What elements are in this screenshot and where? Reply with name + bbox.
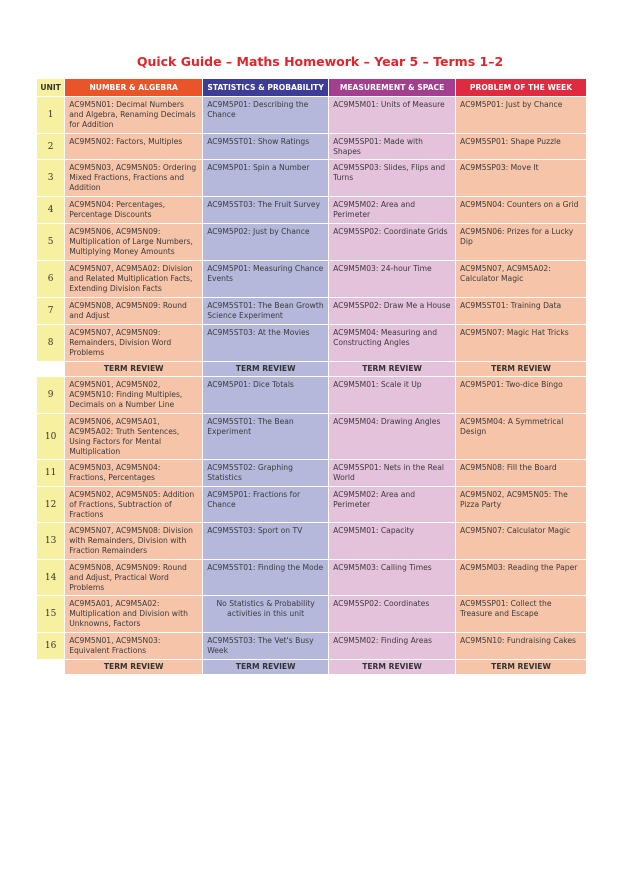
unit-column-header: UNIT <box>37 79 64 96</box>
term-review-cell: TERM REVIEW <box>65 362 202 376</box>
unit-number: 14 <box>37 560 64 595</box>
unit-number: 8 <box>37 325 64 361</box>
measurement-space-cell: AC9M5M02: Area and Perimeter <box>329 487 455 522</box>
unit-row <box>37 633 586 659</box>
page-title: Quick Guide – Maths Homework – Year 5 – Terms 1–2 <box>136 54 504 69</box>
problem-of-the-week-cell: AC9M5N10: Fundraising Cakes <box>456 633 586 659</box>
number-algebra-cell: AC9M5N07, AC9M5N08: Division with Remainders, Division with Fraction Remainders <box>65 523 202 559</box>
number-algebra-cell: AC9M5N03, AC9M5N05: Ordering Mixed Fractions, Fractions and Addition <box>65 160 202 196</box>
measurement-space-cell: AC9M5M03: Calling Times <box>329 560 455 595</box>
number-algebra-cell: AC9M5N01, AC9M5N02, AC9M5N10: Finding Multiples, Decimals on a Number Line <box>65 377 202 413</box>
statistics-probability-cell: AC9M5P01: Spin a Number <box>203 160 328 196</box>
statistics-probability-cell: AC9M5ST01: Show Ratings <box>203 134 328 159</box>
statistics-probability-cell: AC9M5ST03: Sport on TV <box>203 523 328 559</box>
unit-row <box>37 487 586 522</box>
table-body <box>37 97 586 674</box>
statistics-probability-cell: AC9M5P01: Dice Totals <box>203 377 328 413</box>
unit-row <box>37 460 586 486</box>
measurement-space-cell: AC9M5SP02: Coordinates <box>329 596 455 632</box>
unit-number: 1 <box>37 97 64 133</box>
statistics-probability-cell: AC9M5P01: Measuring Chance Events <box>203 261 328 297</box>
unit-row <box>37 261 586 297</box>
statistics-probability-cell: AC9M5ST03: At the Movies <box>203 325 328 361</box>
measurement-space-cell: AC9M5M02: Area and Perimeter <box>329 197 455 223</box>
statistics-probability-cell: AC9M5ST01: Finding the Mode <box>203 560 328 595</box>
unit-row <box>37 596 586 632</box>
problem-of-the-week-cell: AC9M5SP01: Collect the Treasure and Escape <box>456 596 586 632</box>
statistics-probability-cell: AC9M5P01: Describing the Chance <box>203 97 328 133</box>
number-algebra-cell: AC9M5N06, AC9M5A01, AC9M5A02: Truth Sentences, Using Factors for Mental Multiplication <box>65 414 202 459</box>
problem-of-the-week-cell: AC9M5SP03: Move It <box>456 160 586 196</box>
problem-of-the-week-cell: AC9M5N07: Magic Hat Tricks <box>456 325 586 361</box>
measurement-space-cell: AC9M5M01: Units of Measure <box>329 97 455 133</box>
number-algebra-cell: AC9M5A01, AC9M5A02: Multiplication and Division with Unknowns, Factors <box>65 596 202 632</box>
measurement-space-cell: AC9M5SP03: Slides, Flips and Turns <box>329 160 455 196</box>
unit-row <box>37 298 586 324</box>
number-algebra-cell: AC9M5N04: Percentages, Percentage Discounts <box>65 197 202 223</box>
unit-number: 16 <box>37 633 64 659</box>
problem-of-the-week-cell: AC9M5M04: A Symmetrical Design <box>456 414 586 459</box>
problem-of-the-week-cell: AC9M5N07: Calculator Magic <box>456 523 586 559</box>
number-algebra-cell: AC9M5N02, AC9M5N05: Addition of Fractions, Subtraction of Fractions <box>65 487 202 522</box>
statistics-probability-cell: AC9M5ST03: The Vet's Busy Week <box>203 633 328 659</box>
unit-row <box>37 377 586 413</box>
measurement-space-cell: AC9M5SP01: Nets in the Real World <box>329 460 455 486</box>
number-algebra-cell: AC9M5N08, AC9M5N09: Round and Adjust, Practical Word Problems <box>65 560 202 595</box>
unit-row <box>37 224 586 260</box>
unit-number: 7 <box>37 298 64 324</box>
unit-row <box>37 560 586 595</box>
measurement-space-cell: AC9M5M04: Drawing Angles <box>329 414 455 459</box>
problem-of-the-week-cell: AC9M5P01: Just by Chance <box>456 97 586 133</box>
term-review-row <box>37 660 586 674</box>
term-review-blank-cell <box>37 660 64 674</box>
unit-number: 15 <box>37 596 64 632</box>
term-review-cell: TERM REVIEW <box>329 660 455 674</box>
problem-of-the-week-cell: AC9M5M03: Reading the Paper <box>456 560 586 595</box>
problem-of-the-week-cell: AC9M5N02, AC9M5N05: The Pizza Party <box>456 487 586 522</box>
problem-of-the-week-cell: AC9M5ST01: Training Data <box>456 298 586 324</box>
homework-guide-table <box>36 78 587 675</box>
term-review-cell: TERM REVIEW <box>456 362 586 376</box>
term-review-cell: TERM REVIEW <box>203 362 328 376</box>
term-review-cell: TERM REVIEW <box>456 660 586 674</box>
term-review-cell: TERM REVIEW <box>203 660 328 674</box>
problem-of-the-week-cell: AC9M5P01: Two-dice Bingo <box>456 377 586 413</box>
statistics-probability-cell: AC9M5ST03: The Fruit Survey <box>203 197 328 223</box>
measurement-space-cell: AC9M5SP02: Draw Me a House <box>329 298 455 324</box>
measurement-space-cell: AC9M5M01: Scale it Up <box>329 377 455 413</box>
number-algebra-cell: AC9M5N01, AC9M5N03: Equivalent Fractions <box>65 633 202 659</box>
unit-row <box>37 160 586 196</box>
term-review-blank-cell <box>37 362 64 376</box>
number-algebra-cell: AC9M5N08, AC9M5N09: Round and Adjust <box>65 298 202 324</box>
number-algebra-cell: AC9M5N01: Decimal Numbers and Algebra, Renaming Decimals for Addition <box>65 97 202 133</box>
unit-row <box>37 414 586 459</box>
unit-number: 12 <box>37 487 64 522</box>
unit-row <box>37 197 586 223</box>
measurement-space-cell: AC9M5M04: Measuring and Constructing Angles <box>329 325 455 361</box>
unit-number: 4 <box>37 197 64 223</box>
statistics-probability-cell: AC9M5ST01: The Bean Experiment <box>203 414 328 459</box>
measurement-space-header: MEASUREMENT & SPACE <box>329 79 455 96</box>
statistics-probability-cell: AC9M5P01: Fractions for Chance <box>203 487 328 522</box>
statistics-probability-cell: AC9M5ST01: The Bean Growth Science Experiment <box>203 298 328 324</box>
problem-of-the-week-cell: AC9M5SP01: Shape Puzzle <box>456 134 586 159</box>
unit-row <box>37 97 586 133</box>
unit-number: 3 <box>37 160 64 196</box>
measurement-space-cell: AC9M5SP01: Made with Shapes <box>329 134 455 159</box>
measurement-space-cell: AC9M5M01: Capacity <box>329 523 455 559</box>
unit-number: 10 <box>37 414 64 459</box>
number-algebra-cell: AC9M5N03, AC9M5N04: Fractions, Percentages <box>65 460 202 486</box>
number-algebra-cell: AC9M5N06, AC9M5N09: Multiplication of Large Numbers, Multiplying Money Amounts <box>65 224 202 260</box>
number-algebra-cell: AC9M5N02: Factors, Multiples <box>65 134 202 159</box>
statistics-probability-cell: AC9M5P02: Just by Chance <box>203 224 328 260</box>
unit-number: 6 <box>37 261 64 297</box>
measurement-space-cell: AC9M5M03: 24-hour Time <box>329 261 455 297</box>
header-row <box>37 79 586 96</box>
unit-row <box>37 523 586 559</box>
statistics-probability-cell: AC9M5ST02: Graphing Statistics <box>203 460 328 486</box>
problem-of-the-week-cell: AC9M5N04: Counters on a Grid <box>456 197 586 223</box>
measurement-space-cell: AC9M5M02: Finding Areas <box>329 633 455 659</box>
unit-number: 13 <box>37 523 64 559</box>
statistics-probability-cell: No Statistics & Probability activities in this unit <box>203 596 328 632</box>
problem-of-the-week-cell: AC9M5N08: Fill the Board <box>456 460 586 486</box>
number-algebra-cell: AC9M5N07, AC9M5A02: Division and Related Multiplication Facts, Extending Division Facts <box>65 261 202 297</box>
unit-row <box>37 134 586 159</box>
unit-number: 9 <box>37 377 64 413</box>
problem-of-the-week-cell: AC9M5N06: Prizes for a Lucky Dip <box>456 224 586 260</box>
number-algebra-cell: AC9M5N07, AC9M5N09: Remainders, Division Word Problems <box>65 325 202 361</box>
term-review-cell: TERM REVIEW <box>65 660 202 674</box>
term-review-row <box>37 362 586 376</box>
term-review-cell: TERM REVIEW <box>329 362 455 376</box>
problem-of-the-week-cell: AC9M5N07, AC9M5A02: Calculator Magic <box>456 261 586 297</box>
measurement-space-cell: AC9M5SP02: Coordinate Grids <box>329 224 455 260</box>
unit-number: 5 <box>37 224 64 260</box>
unit-row <box>37 325 586 361</box>
unit-number: 2 <box>37 134 64 159</box>
unit-number: 11 <box>37 460 64 486</box>
problem-of-the-week-header: PROBLEM OF THE WEEK <box>456 79 586 96</box>
statistics-probability-header: STATISTICS & PROBABILITY <box>203 79 328 96</box>
number-algebra-header: NUMBER & ALGEBRA <box>65 79 202 96</box>
